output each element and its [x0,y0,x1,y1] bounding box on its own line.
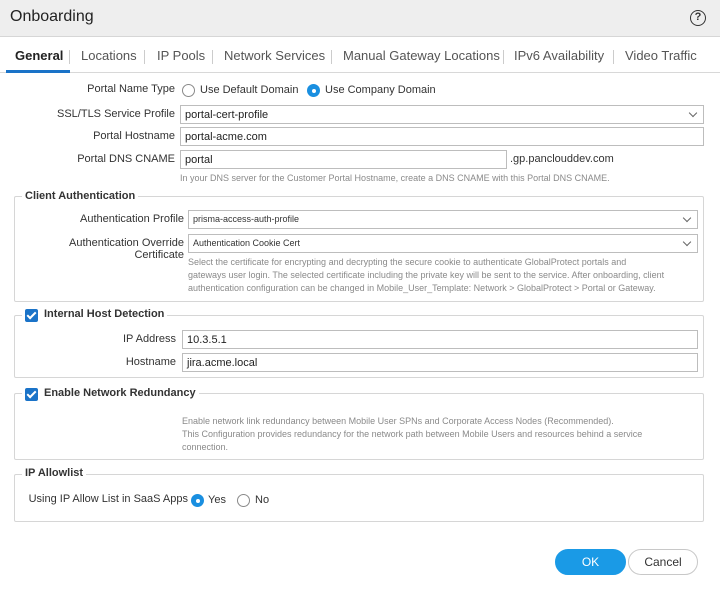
auth-profile-value: prisma-access-auth-profile [193,214,300,224]
radio-label-company-domain: Use Company Domain [325,84,436,96]
ssl-tls-profile-select[interactable] [180,105,704,124]
dialog-titlebar [0,0,720,37]
tab-separator [212,50,213,64]
auth-override-cert-value: Authentication Cookie Cert [193,238,301,248]
tab-separator [503,50,504,64]
network-redundancy-title: Enable Network Redundancy [22,387,199,399]
tab-bar [0,38,720,73]
tab-ip-pools[interactable]: IP Pools [157,48,206,63]
tab-separator [69,50,70,64]
auth-profile-label: Authentication Profile [80,213,184,225]
internal-host-checkbox[interactable] [25,309,38,322]
auth-profile-select[interactable] [188,210,698,229]
radio-use-company-domain[interactable] [307,84,320,97]
ssl-tls-profile-value: portal-cert-profile [185,109,269,121]
tab-locations[interactable]: Locations [81,48,137,63]
radio-label-yes: Yes [208,494,226,506]
auth-override-cert-select[interactable] [188,234,698,253]
ssl-tls-profile-label: SSL/TLS Service Profile [57,108,175,120]
hostname-input[interactable]: jira.acme.local [182,353,698,372]
hostname-label: Hostname [125,356,176,368]
tab-separator [144,50,145,64]
ip-address-input[interactable]: 10.3.5.1 [182,330,698,349]
radio-label-no: No [255,494,270,506]
tab-manual-gateway-locations[interactable]: Manual Gateway Locations [343,48,500,63]
internal-host-title: Internal Host Detection [22,308,167,320]
chevron-down-icon [683,238,691,246]
auth-override-label-2: Certificate [134,249,184,261]
cname-help-text: In your DNS server for the Customer Portal Hostname, create a DNS CNAME with this Portal DNS CNAME. [180,173,610,183]
chevron-down-icon [683,214,691,222]
radio-allowlist-no[interactable] [237,494,250,507]
chevron-down-icon [689,109,697,117]
radio-use-default-domain[interactable] [182,84,195,97]
auth-override-help-2: gateways user login. The selected certificate including the private key will be sent to the service. After onboarding, client [188,270,665,280]
client-auth-title: Client Authentication [22,190,138,202]
portal-dns-cname-input[interactable]: portal [180,150,507,169]
radio-label-default-domain: Use Default Domain [200,84,299,96]
auth-override-help-3: authentication configuration can be changed in Mobile_User_Template: Network > GlobalProtect > Portal or Gateway. [188,283,656,293]
dialog-title: Onboarding [10,8,94,25]
redundancy-help-3: connection. [182,442,229,452]
tab-ipv6-availability[interactable]: IPv6 Availability [514,48,605,63]
redundancy-help-1: Enable network link redundancy between Mobile User SPNs and Corporate Access Nodes (Recommended). [182,416,614,426]
network-redundancy-checkbox[interactable] [25,388,38,401]
portal-name-type-label: Portal Name Type [87,83,175,95]
tab-separator [613,50,614,64]
auth-override-label: Authentication Override [69,237,184,249]
redundancy-help-2: This Configuration provides redundancy for the network path between Mobile Users and resources behind a service [182,429,643,439]
tab-network-services[interactable]: Network Services [224,48,326,63]
radio-allowlist-yes[interactable] [191,494,204,507]
portal-dns-cname-label: Portal DNS CNAME [77,153,175,165]
ok-button[interactable]: OK [555,549,626,575]
ip-allowlist-title: IP Allowlist [22,467,86,479]
ip-address-label: IP Address [123,333,176,345]
tab-video-traffic[interactable]: Video Traffic [625,48,697,63]
cancel-button[interactable]: Cancel [628,549,698,575]
auth-override-help-1: Select the certificate for encrypting and decrypting the secure cookie to authenticate GlobalProtect portals and [188,257,627,267]
ip-allowlist-label: Using IP Allow List in SaaS Apps [28,493,188,505]
help-icon[interactable]: ? [690,10,706,26]
portal-hostname-input[interactable]: portal-acme.com [180,127,704,146]
tab-general[interactable]: General [15,48,64,63]
portal-hostname-label: Portal Hostname [93,130,175,142]
tab-separator [331,50,332,64]
active-tab-indicator [6,70,70,73]
cname-domain-suffix: .gp.panclouddev.com [510,153,614,165]
